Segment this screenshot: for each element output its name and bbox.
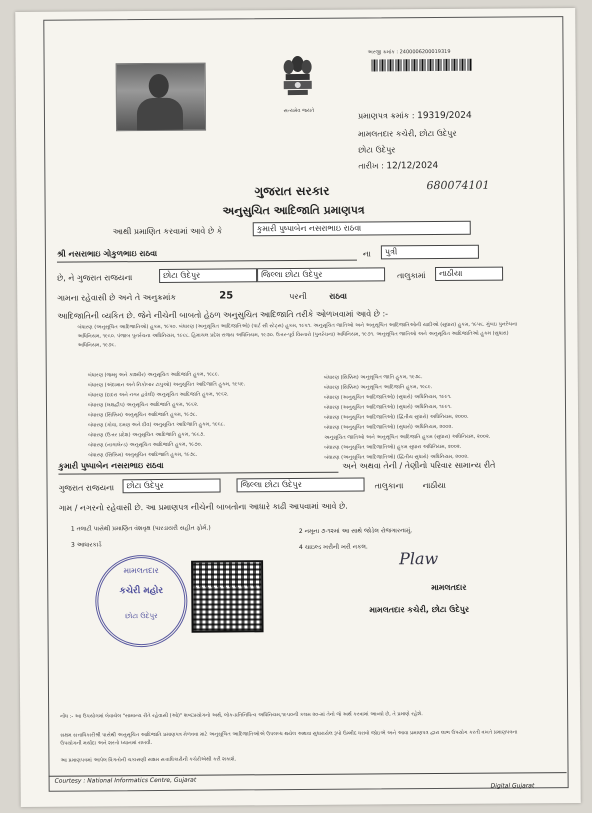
list-item: બંધારણ (દાદરા અને નગર હવેલી) અનુસૂચિત આદિજાતિ હુકમ, ૧૯૬૨. [87, 391, 229, 399]
village-text-2: ગામ / નગરનો રહેવાસી છે. આ પ્રમાણપત્ર નીચેની બાબતોના આધારે કાઢી આપવામાં આવે છે. [58, 501, 348, 513]
footer-note-2: સક્ષમ સત્તાધિકારીશ્રી પાસેથી અનુસૂચિત આદિજાતિ પ્રમાણપત્ર મેળવવા માટે અનુસૂચિત આદિજાતિઓએ ઉપલબ્ધ થયેલ અથવા સુધારાયેલ રૂપો ઉમ્મીદ ધરાવો જોઇએ અને આવા પ્રમાણપત્ર દ્વારા લાભ ઉપયોગ કરતી વખતે પ્રમાણપત્રના ઉપયોગની મર્યાદા અને શરતો ધ્યાનમાં રાખવી. [60, 729, 518, 747]
office-line-1: મામલતદાર કચેરી, છોટા ઉદેપુર [358, 128, 457, 139]
basis-item-1: 1 તલાટી પાસેથી પ્રમાણિત વંશવૃક્ષ (પારડાયરી સહીત ફોર્મ.) [70, 524, 211, 533]
under-label: પરની [289, 291, 307, 302]
qr-code [191, 560, 264, 633]
serial-number: 25 [219, 290, 234, 302]
list-item: બંધારણ (સિક્કિમ) અનુસૂચિત જાતિ હુકમ, ૧૯૭૮. [323, 374, 423, 381]
state-text-2: ગુજરાત રાજયના [58, 483, 115, 493]
person-name: કુમારી પુષ્પાબેન નસરાભાઇ રાઠવા [253, 221, 471, 237]
basis-item-2: 2 નમૂના ૭-૧૨માં આ સાથે જોડેલ રોજગારનામું. [298, 527, 413, 535]
national-emblem-icon [278, 54, 318, 108]
list-item: બંધારણ (અનુસૂચિત આદિજાતિઓ) (સુધારો) અધિનિયમ, ૧૯૯૧. [323, 393, 452, 401]
basis-item-4: 4 ચાઇલ્ડ ખરીની ખરી નકલ. [298, 543, 368, 551]
footer-note-1: નોંધ :- આ ઉપયોગમાં લેવાયેલ "સામાન્ય રીતે રહેવાસી (ઓ)" શબ્દપ્રયોગનો અર્થ, લોક-પ્રતિનિધિત્વ અધિનિયમ,૧૯૫૦ની કલમ ૨૦-માં તેનો જે અર્થ કરવામાં આવ્યો છે, તે પ્રમાણે રહેશે. [60, 711, 423, 720]
signatory-office: મામલતદાર કચેરી, છોટા ઉદેપુર [369, 604, 470, 615]
na-label: ના [362, 249, 371, 259]
basis-item-3: 3 આધારકાર્ડ [70, 541, 102, 549]
taluka-value: નાઠીયા [435, 267, 503, 281]
list-item: અનુસૂચિત જાતિઓ અને અનુસૂચિત આદિજાતિ હુકમ (સુધારા) અધિનિયમ, ૨૦૦૨. [324, 433, 491, 441]
brand-text: Digital Gujarat [490, 782, 535, 790]
relation: પુત્રી [381, 245, 479, 260]
list-item: બંધારણ (અંદામાન અને નિકોબાર ટાપુઓ) અનુસૂચિત આદિજાતિ હુકમ, ૧૯૫૯. [87, 381, 246, 389]
taluka-label-2: તાલુકાના [374, 481, 404, 491]
signature: Plaw [398, 549, 439, 569]
list-item: બંધારણ (જમ્મુ અને કાશ્મીર) અનુસૂચિત આદિજાતિ હુકમ, ૧૯૮૯. [87, 371, 220, 379]
district-label: જિલ્લા છોટા ઉદેપુર [257, 267, 385, 282]
list-item: બંધારણ (સિક્કિમ) અનુસૂચિત આદિજાતિ હુકમ, ૧૯૮૯. [323, 384, 433, 391]
constitution-orders: બંધારણ (અનુસૂચિત આદિજાતિઓ) હુકમ, ૧૯૫૦. બંધારણ (અનુસૂચિત આદિજાતિઓ) (પાર્ટ સી સ્ટેટ્સ) હુકમ, ૧૯૫૧. અનુસૂચિત જાતિઓ અને અનુસૂચિત આદિજાતિઓની યાદીઓ (સુધારા) હુકમ, ૧૯૫૬. મુંબઇ પુનર્રચના અધિનિયમ, ૧૯૬૦. પંજાબ પુનર્રચના અધિનિયમ, ૧૯૬૬. હિમાચલ પ્રદેશ રાજય અધિનિયમ, ૧૯૭૦. ઉત્તર-પૂર્વ વિસ્તારો (પુનર્રચના) અધિનિયમ, ૧૯૭૧. અનુસૂચિત જાતિઓ અને અનુસૂચિત આદિજાતિઓ હુકમ (સુધારા) અધિનિયમ, ૧૯૭૬. [77, 321, 518, 349]
tribe-name: રાઠવા [329, 291, 347, 301]
application-number: અરજી ક્રમાંક : 2400006200019319 [367, 48, 451, 56]
district-label-2: જિલ્લા છોટા ઉદેપુર [236, 478, 364, 493]
list-item: બંધારણ (ગોવા, દમણ અને દીવ) અનુસૂચિત આદિજાતિ હુકમ, ૧૯૬૮. [88, 421, 225, 429]
district-value-2: છોટા ઉદેપુર [122, 479, 220, 494]
applicant-photo [116, 63, 206, 132]
orders-list-right [324, 372, 525, 463]
list-item: બંધારણ (અનુસૂચિત આદિજાતિઓ) (સુધારો) અધિનિયમ, ૧૯૯૧. [323, 403, 452, 411]
taluka-label: તાલુકામાં [397, 271, 426, 281]
tribe-description: આદિજાતિની વ્યકિત છે. જેને નીચેની બાબતો હેઠળ અનુસુચિત આદિજાતિ તરીકે ઓળખવામાં આવે છે :- [57, 309, 389, 321]
person-name-2: કુમારી પુષ્પાબેન નસરાભાઇ રાઠવા [58, 460, 164, 471]
courtesy-text: Courtesy : National Informatics Centre, Gujarat [54, 776, 197, 785]
issue-date: તારીખ : 12/12/2024 [358, 161, 439, 172]
list-item: બંધારણ (સિક્કિમ) અનુસૂચિત આદિજાતિ હુકમ, ૧૯૭૮. [88, 411, 198, 419]
government-title: ગુજરાત સરકાર [254, 183, 330, 199]
list-item: બંધારણ (અનુસૂચિત આદિજાતિઓ) (દ્વિતીય સુધારો) અધિનિયમ, ૨૦૦૦. [324, 413, 469, 421]
taluka-value-2: નાઠીયા [422, 480, 446, 491]
family-text: અને અથવા તેની / તેણીનો પરિવાર સામાન્ય રીતે [342, 460, 496, 471]
certificate-title: અનુસુચિત આદિજાતિ પ્રમાણપત્ર [222, 203, 365, 218]
office-seal: મામલતદાર કચેરી મહોર છોટા ઉદેપુર [95, 555, 188, 648]
office-line-2: છોટા ઉદેપુર [358, 145, 396, 155]
certify-text: આથી પ્રમાણિત કરવામાં આવે છે કે [112, 226, 223, 237]
list-item: બંધારણ (લક્ષદ્વીપ) અનુસૂચિત આદિજાતિ હુકમ, ૧૯૬૨. [87, 401, 199, 409]
certificate-number: પ્રમાણપત્ર ક્રમાંક : 19319/2024 [357, 110, 472, 122]
list-item: બંધારણ (અનુસૂચિત આદિજાતિઓ) હુકમ સુધારા અધિનિયમ, ૨૦૦૨. [324, 443, 462, 451]
signatory-title: મામલતદાર [431, 582, 467, 593]
village-text: ગામના રહેવાસી છે અને તે અનુક્રમાંક [57, 292, 177, 303]
footer-note-3: આ પ્રમાણપત્રમાં આપેલ વિગતોની ચકાસણી સક્ષમ સત્તાધિકારીની કચેરીએથી કરી શકાશે. [60, 756, 237, 764]
certificate-page [15, 8, 581, 807]
orders-list-left [88, 370, 319, 462]
list-item: બંધારણ (ઉત્તર પ્રદેશ) અનુસૂચિત આદિજાતિ હુકમ, ૧૯૬૭. [88, 431, 205, 439]
list-item: બંધારણ (અનુસૂચિત આદિજાતિઓ) (સુધારો) અધિનિયમ, ૨૦૦૨. [324, 423, 453, 431]
state-text: છે, ને ગુજરાત રાજયના [57, 273, 133, 283]
list-item: બંધારણ (સિક્કિમ) અનુસૂચિત આદિજાતિ હુકમ, ૧૯૭૮. [88, 451, 198, 459]
handwritten-number: 680074101 [426, 178, 490, 193]
barcode [372, 59, 472, 72]
emblem-caption: સત્યમેવ જયતે [283, 107, 315, 115]
list-item: બંધારણ (નાગાલેન્ડ) અનુસૂચિત આદિજાતિ હુકમ, ૧૯૭૦. [88, 441, 203, 449]
father-name: શ્રી નસરાભાઇ ગોકુળભાઇ રાઠવા [56, 248, 158, 259]
district-value: છોટા ઉદેપુર [159, 268, 257, 283]
list-item: બંધારણ (અનુસૂચિત આદિજાતિઓ) (દ્વિતીય સુધારો) અધિનિયમ, ૨૦૦૨. [324, 453, 469, 461]
